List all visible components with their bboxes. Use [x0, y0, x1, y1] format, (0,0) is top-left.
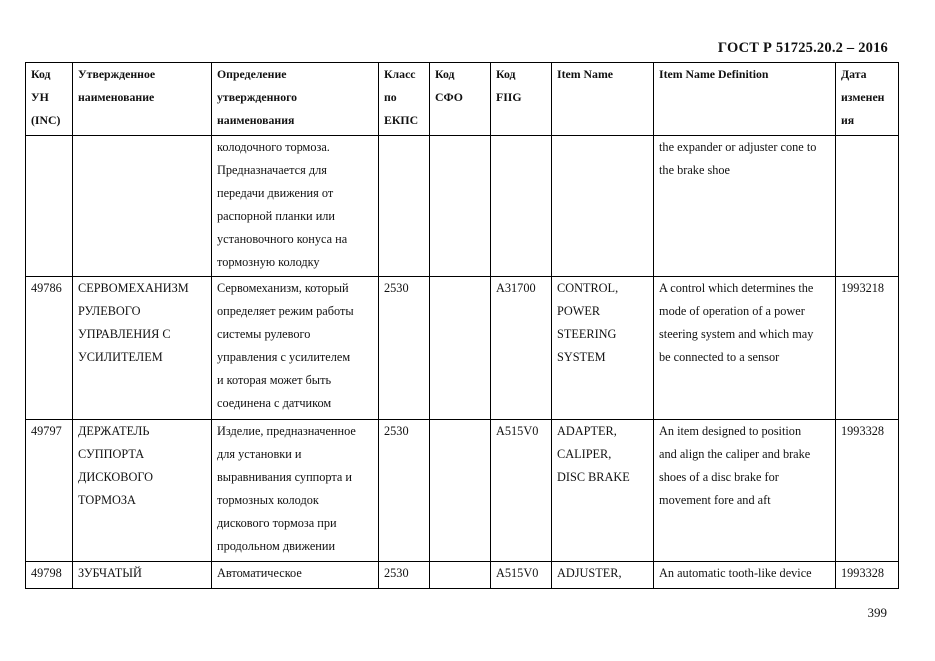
cell-fiig-code: A31700 [491, 277, 552, 420]
cell-inc-code: 49786 [26, 277, 73, 420]
cell-item-name [552, 136, 654, 277]
column-header-approved-name: Утвержденное наименование [73, 63, 212, 136]
cell-fiig-code [491, 136, 552, 277]
column-header-inc-code: Код УН (INC) [26, 63, 73, 136]
table-row [26, 562, 899, 589]
cell-approved-name: СЕРВОМЕХАНИЗМ РУЛЕВОГО УПРАВЛЕНИЯ С УСИЛИТЕЛЕМ [73, 277, 212, 420]
column-header-fiig-code: Код FIIG [491, 63, 552, 136]
column-header-name-definition: Определение утвержденного наименования [212, 63, 379, 136]
cell-name-definition: Сервомеханизм, который определяет режим работы системы рулевого управления с усилителем и которая может быть соединена с датчиком [212, 277, 379, 420]
cell-inc-code: 49797 [26, 420, 73, 562]
cell-ekps-class: 2530 [379, 277, 430, 420]
column-header-change-date: Дата изменен ия [836, 63, 899, 136]
cell-change-date: 1993218 [836, 277, 899, 420]
cell-item-name-definition: A control which determines the mode of operation of a power steering system and which may be connected to a sensor [654, 277, 836, 420]
column-header-item-name: Item Name [552, 63, 654, 136]
column-header-sfo-code: Код СФО [430, 63, 491, 136]
table-row [26, 420, 899, 562]
cell-sfo-code [430, 136, 491, 277]
cell-ekps-class: 2530 [379, 420, 430, 562]
cell-change-date: 1993328 [836, 420, 899, 562]
cell-item-name: ADJUSTER, [552, 562, 654, 589]
cell-sfo-code [430, 420, 491, 562]
cell-ekps-class [379, 136, 430, 277]
column-header-ekps-class: Класс по ЕКПС [379, 63, 430, 136]
cell-fiig-code: A515V0 [491, 420, 552, 562]
cell-approved-name: ДЕРЖАТЕЛЬ СУППОРТА ДИСКОВОГО ТОРМОЗА [73, 420, 212, 562]
cell-item-name-definition: An automatic tooth-like device [654, 562, 836, 589]
table-row [26, 277, 899, 420]
cell-fiig-code: A515V0 [491, 562, 552, 589]
cell-item-name: ADAPTER, CALIPER, DISC BRAKE [552, 420, 654, 562]
document-header-standard: ГОСТ Р 51725.20.2 – 2016 [717, 40, 888, 56]
cell-sfo-code [430, 277, 491, 420]
table-row [26, 136, 899, 277]
cell-item-name-definition: the expander or adjuster cone to the brake shoe [654, 136, 836, 277]
cell-inc-code: 49798 [26, 562, 73, 589]
cell-name-definition: Автоматическое [212, 562, 379, 589]
page-number: 399 [867, 605, 887, 620]
cell-sfo-code [430, 562, 491, 589]
cell-approved-name: ЗУБЧАТЫЙ [73, 562, 212, 589]
cell-item-name: CONTROL, POWER STEERING SYSTEM [552, 277, 654, 420]
cell-name-definition: колодочного тормоза. Предназначается для передачи движения от распорной планки или установочного конуса на тормозную колодку [212, 136, 379, 277]
cell-ekps-class: 2530 [379, 562, 430, 589]
column-header-item-name-definition: Item Name Definition [654, 63, 836, 136]
table-header-row [26, 63, 899, 136]
cell-name-definition: Изделие, предназначенное для установки и выравнивания суппорта и тормозных колодок дискового тормоза при продольном движении [212, 420, 379, 562]
cell-change-date [836, 136, 899, 277]
cell-inc-code [26, 136, 73, 277]
cell-change-date: 1993328 [836, 562, 899, 589]
inc-table [25, 62, 899, 589]
cell-approved-name [73, 136, 212, 277]
cell-item-name-definition: An item designed to position and align the caliper and brake shoes of a disc brake for movement fore and aft [654, 420, 836, 562]
